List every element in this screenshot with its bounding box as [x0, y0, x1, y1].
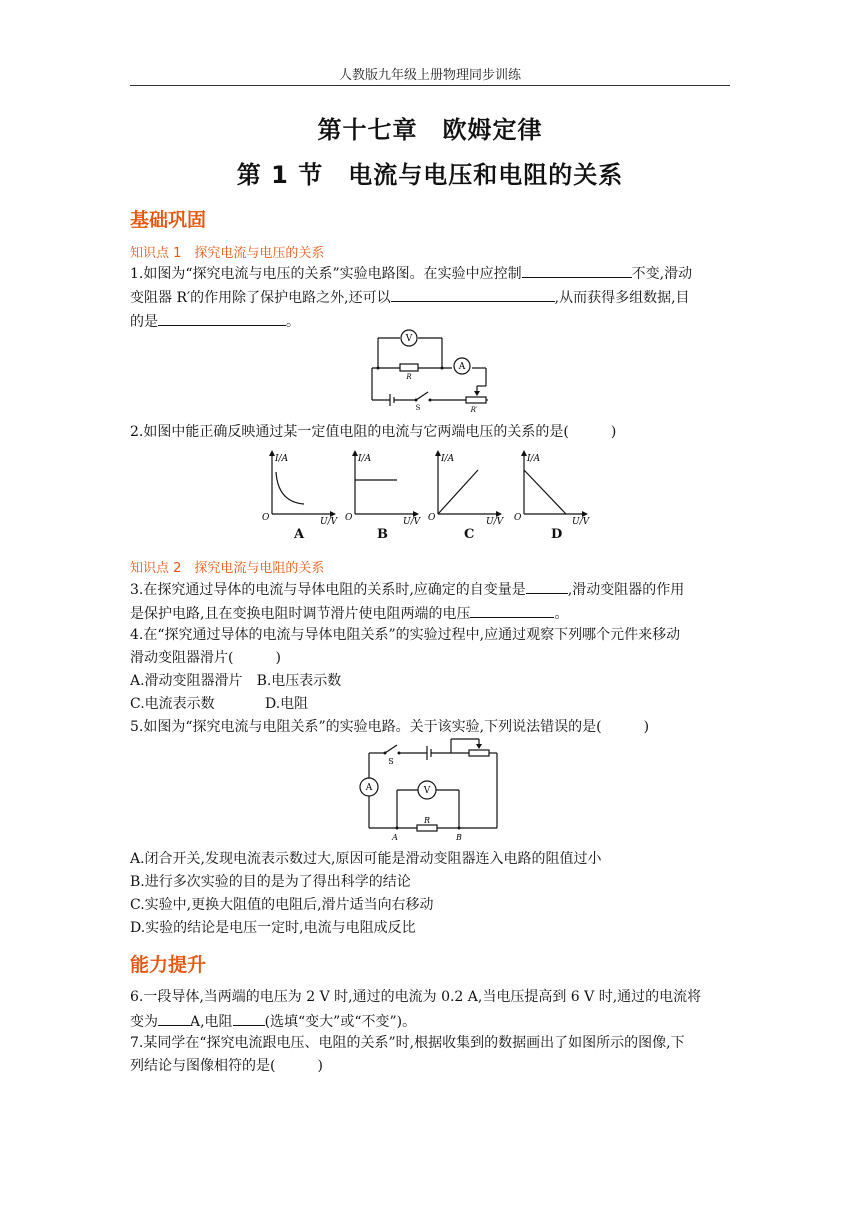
q3-line1 [130, 579, 684, 599]
q1-text-a: 1.如图为“探究电流与电压的关系”实验电路图。在实验中应控制 [130, 266, 522, 282]
knowledge-point-2: 知识点 2 探究电流与电阻的关系 [130, 561, 325, 576]
q6-text-c: A,电阻 [190, 1014, 233, 1030]
q2-graph-c-y-axis: I/A [441, 454, 455, 464]
part-heading-advanced: 能力提升 [130, 954, 207, 976]
q1-text-d: ,从而获得多组数据,目 [554, 290, 690, 306]
q4-options-row1 [130, 672, 341, 690]
q2-graph-a-x-axis: U/V [320, 517, 338, 527]
q5-resistor-label: R [423, 816, 431, 825]
q4-option-d[interactable]: D.电阻 [265, 696, 309, 712]
chapter-title: 第十七章 欧姆定律 [317, 116, 543, 144]
part-heading-basic: 基础巩固 [130, 209, 207, 231]
q1-rheostat-label: R′ [470, 406, 478, 414]
q1-line3 [130, 311, 300, 331]
q2-graph-d-x-axis: U/V [572, 517, 590, 527]
q3-text-c: 是保护电路,且在变换电阻时调节滑片使电阻两端的电压 [130, 606, 471, 622]
q5-option-d[interactable]: D.实验的结论是电压一定时,电流与电阻成反比 [130, 920, 416, 936]
q6-line1: 6.一段导体,当两端的电压为 2 V 时,通过的电流为 0.2 A,当电压提高到 6 V 时,通过的电流将 [130, 989, 702, 1005]
q2-graph-b-y-axis: I/A [358, 454, 372, 464]
q5-switch-label: S [388, 757, 394, 766]
q6-text-d: (选填“变大”或“不变”)。 [264, 1014, 417, 1030]
q3-blank-2[interactable] [470, 603, 554, 618]
q2-graph-c-x-axis: U/V [486, 517, 504, 527]
q2-graph-b-label: B [377, 527, 388, 542]
q2-graph-a-label: A [294, 527, 305, 542]
q2-graph-b [341, 448, 425, 528]
page-header: 人教版九年级上册物理同步训练 [338, 68, 521, 83]
q4-options-row2 [130, 695, 308, 713]
header-rule [130, 85, 730, 86]
q2-graph-b-origin: O [345, 513, 353, 523]
q2-graph-c [424, 448, 508, 528]
q7-line1: 7.某同学在“探究电流跟电压、电阻的关系”时,根据收集到的数据画出了如图所示的图像,下 [130, 1035, 685, 1051]
q5-node-a-label: A [392, 833, 398, 842]
q5-ammeter-label: A [365, 783, 373, 793]
q1-line1 [130, 263, 692, 283]
q2-graph-d [510, 448, 594, 528]
q4-line1: 4.在“探究通过导体的电流与导体电阻关系”的实验过程中,应通过观察下列哪个元件来移动 [130, 627, 681, 643]
q1-circuit-diagram [360, 328, 496, 418]
q2-graph-a-y-axis: I/A [275, 454, 289, 464]
q5-option-a[interactable]: A.闭合开关,发现电流表示数过大,原因可能是滑动变阻器连入电路的阻值过小 [130, 851, 602, 867]
q2-graph-c-origin: O [428, 513, 436, 523]
q3-text-d: 。 [554, 606, 569, 622]
q4-option-c[interactable]: C.电流表示数 [130, 696, 215, 712]
q4-option-a[interactable]: A.滑动变阻器滑片 [130, 673, 243, 689]
q2-text: 2.如图中能正确反映通过某一定值电阻的电流与它两端电压的关系的是( ) [130, 424, 617, 440]
q2-graph-a [258, 448, 342, 528]
q2-graph-d-label: D [551, 527, 563, 542]
q5-circuit-diagram [355, 733, 505, 843]
q6-text-b: 变为 [130, 1014, 158, 1030]
section-title: 第 1 节 电流与电压和电阻的关系 [236, 161, 624, 189]
q2-graph-c-label: C [464, 527, 475, 542]
q1-text-c: 变阻器 R′的作用除了保护电路之外,还可以 [130, 290, 391, 306]
q1-switch-label: S [415, 404, 421, 412]
q5-option-b[interactable]: B.进行多次实验的目的是为了得出科学的结论 [130, 874, 411, 890]
q5-node-b-label: B [456, 833, 462, 842]
q6-blank-2[interactable] [233, 1011, 265, 1026]
q1-blank-2[interactable] [391, 287, 555, 302]
q2-graph-d-origin: O [514, 513, 522, 523]
q6-blank-1[interactable] [158, 1011, 190, 1026]
q1-line2 [130, 287, 690, 307]
q1-blank-1[interactable] [522, 263, 632, 278]
q1-ammeter-label: A [458, 362, 466, 372]
knowledge-point-1: 知识点 1 探究电流与电压的关系 [130, 246, 325, 261]
q4-option-b[interactable]: B.电压表示数 [256, 673, 342, 689]
q3-blank-1[interactable] [526, 579, 568, 594]
q1-resistor-label: R [406, 373, 412, 381]
q1-text-e: 的是 [130, 314, 158, 330]
q1-text-b: 不变,滑动 [631, 266, 693, 282]
q3-text-a: 3.在探究通过导体的电流与导体电阻的关系时,应确定的自变量是 [130, 582, 526, 598]
q2-graph-b-x-axis: U/V [403, 517, 421, 527]
q3-text-b: ,滑动变阻器的作用 [567, 582, 685, 598]
q3-line2 [130, 603, 568, 623]
q1-text-f: 。 [286, 314, 300, 330]
q5-option-c[interactable]: C.实验中,更换大阻值的电阻后,滑片适当向右移动 [130, 897, 434, 913]
q2-graph-a-origin: O [262, 513, 270, 523]
q2-graph-d-y-axis: I/A [527, 454, 541, 464]
q1-voltmeter-label: V [405, 334, 413, 344]
q7-line2: 列结论与图像相符的是( ) [130, 1058, 323, 1074]
q1-blank-3[interactable] [158, 311, 286, 326]
q6-line2 [130, 1011, 416, 1031]
q5-text: 5.如图为“探究电流与电阻关系”的实验电路。关于该实验,下列说法错误的是( ) [130, 719, 650, 735]
q5-voltmeter-label: V [423, 786, 431, 796]
q4-line2: 滑动变阻器滑片( ) [130, 650, 281, 666]
